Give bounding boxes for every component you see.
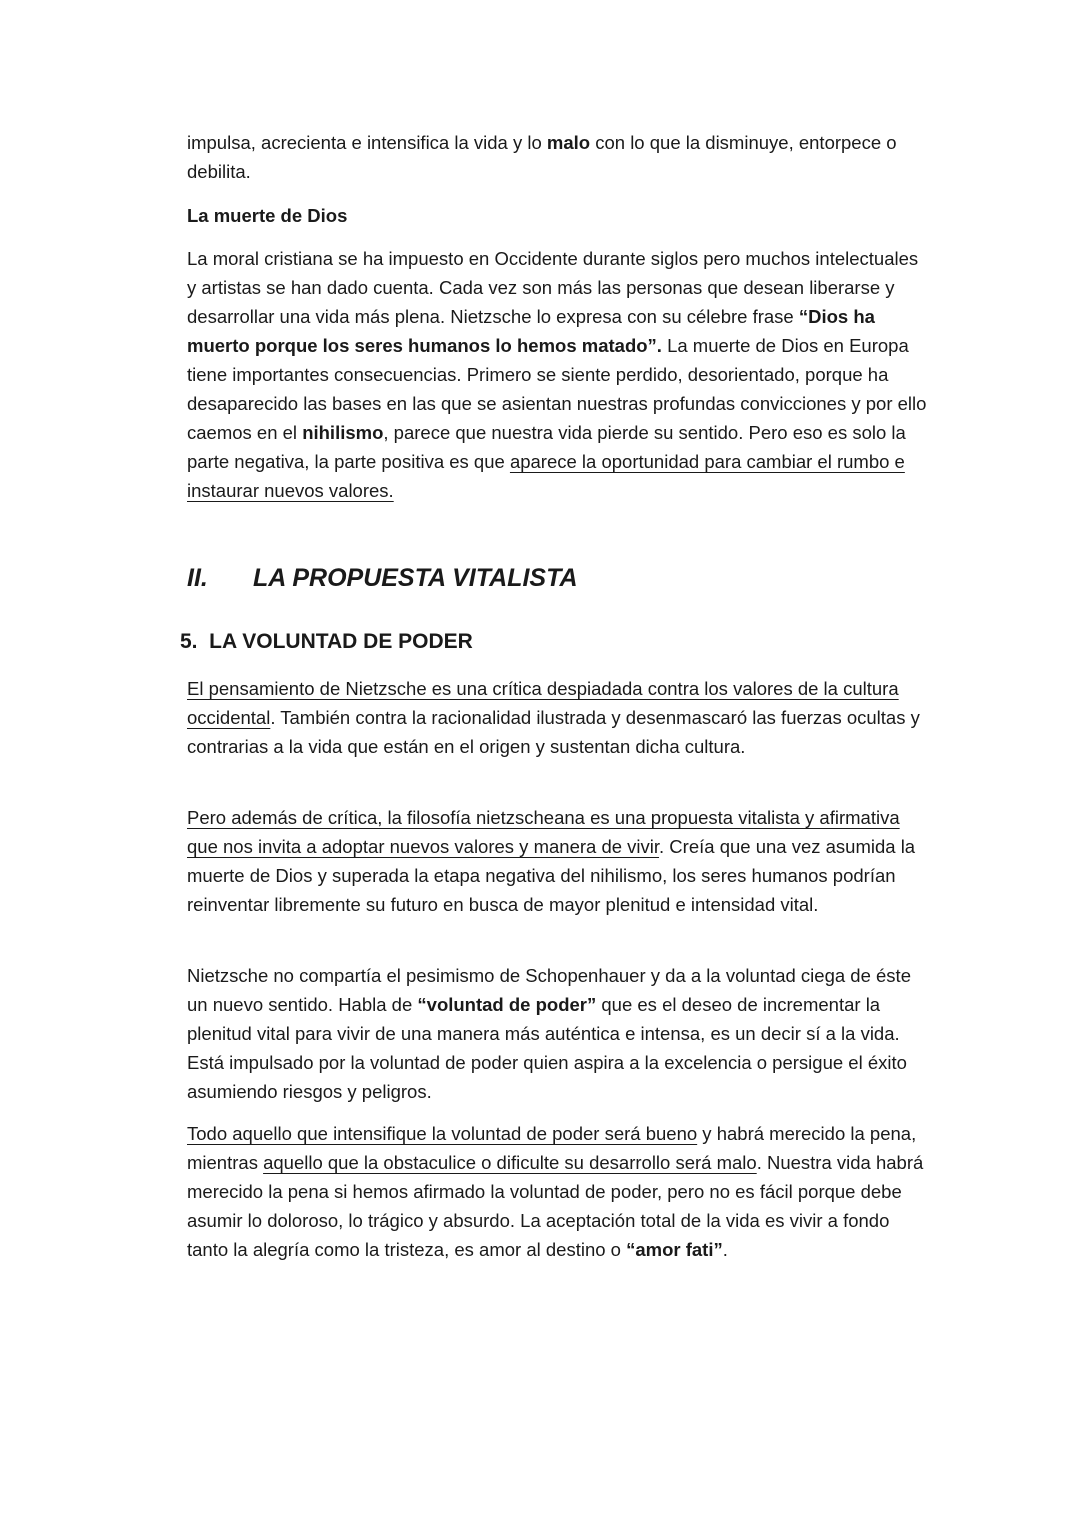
text-run: . Creía que una vez asumida la muerte de Dios y superada la etapa negativa del nihilismo, los seres humanos podrían reinventar libremente su futuro en busca de mayor plenitud e intensidad vital. [187,836,916,915]
paragraph-propuesta-vitalista [187,803,932,919]
text-run: . También contra la racionalidad ilustrada y desenmascaró las fuerzas ocultas y contrarias a la vida que están en el origen y sustentan dicha cultura. [187,707,920,757]
underlined-text: aquello que la obstaculice o dificulte su desarrollo será malo [263,1152,757,1173]
section-heading: 5. LA VOLUNTAD DE PODER [180,630,473,653]
bold-term-voluntad-de-poder: “voluntad de poder” [417,994,597,1015]
bold-term-amor-fati: “amor fati” [626,1239,723,1260]
text-run: La muerte de Dios en Europa tiene importantes consecuencias. Primero se siente perdido, desorientado, porque ha desaparecido las bases en las que se asientan nuestras profundas convicciones y por ello caemos en el [187,335,927,443]
text-run: La moral cristiana se ha impuesto en Occidente durante siglos pero muchos intelectuales y artistas se han dado cuenta. Cada vez son más las personas que desean liberarse y desarrollar una vida más plena. Nietzsche lo expresa con su célebre frase [187,248,919,327]
text-run: y habrá merecido la pena, mientras [187,1123,917,1173]
underlined-text: aparece la oportunidad para cambiar el rumbo e instaurar nuevos valores. [187,451,905,501]
underlined-text: El pensamiento de Nietzsche es una crítica despiadada contra los valores de la cultura occidental [187,678,899,728]
part-title: LA PROPUESTA VITALISTA [253,564,578,592]
paragraph-critica [187,674,932,761]
bold-quote-dios-ha-muerto: “Dios ha muerto porque los seres humanos lo hemos matado”. [187,306,875,356]
paragraph-amor-fati [187,1119,932,1264]
text-run: Nietzsche no compartía el pesimismo de Schopenhauer y da a la voluntad ciega de éste un nuevo sentido. Habla de [187,965,911,1015]
paragraph-muerte-de-dios [187,244,932,505]
subheading-muerte-de-dios: La muerte de Dios [187,205,348,226]
bold-term-malo: malo [546,132,591,153]
text-run: , parece que nuestra vida pierde su sentido. Pero eso es solo la parte negativa, la parte positiva es que [187,422,906,472]
text-run: impulsa, acrecienta e intensifica la vida y lo [187,132,547,153]
text-run: . [722,1239,728,1260]
part-heading [187,558,578,598]
text-run: que es el deseo de incrementar la plenitud vital para vivir de una manera más auténtica e intensa, es un decir sí a la vida. Está impulsado por la voluntad de poder quien aspira a la excelencia o persigue el éxito asumiendo riesgos y peligros. [187,994,907,1102]
paragraph-intro-continuation [187,128,932,186]
part-number: II. [187,564,208,592]
underlined-text: Pero además de crítica, la filosofía nietzscheana es una propuesta vitalista y afirmativa que nos invita a adoptar nuevos valores y manera de vivir [187,807,900,857]
underlined-text: Todo aquello que intensifique la voluntad de poder será bueno [187,1123,698,1144]
bold-term-nihilismo: nihilismo [302,422,384,443]
text-run: . Nuestra vida habrá merecido la pena si hemos afirmado la voluntad de poder, pero no es fácil porque debe asumir lo doloroso, lo trágico y absurdo. La aceptación total de la vida es vivir a fondo tanto la alegría como la tristeza, es amor al destino o [187,1152,924,1260]
paragraph-voluntad-de-poder [187,961,932,1106]
text-run: con lo que la disminuye, entorpece o debilita. [187,132,897,182]
